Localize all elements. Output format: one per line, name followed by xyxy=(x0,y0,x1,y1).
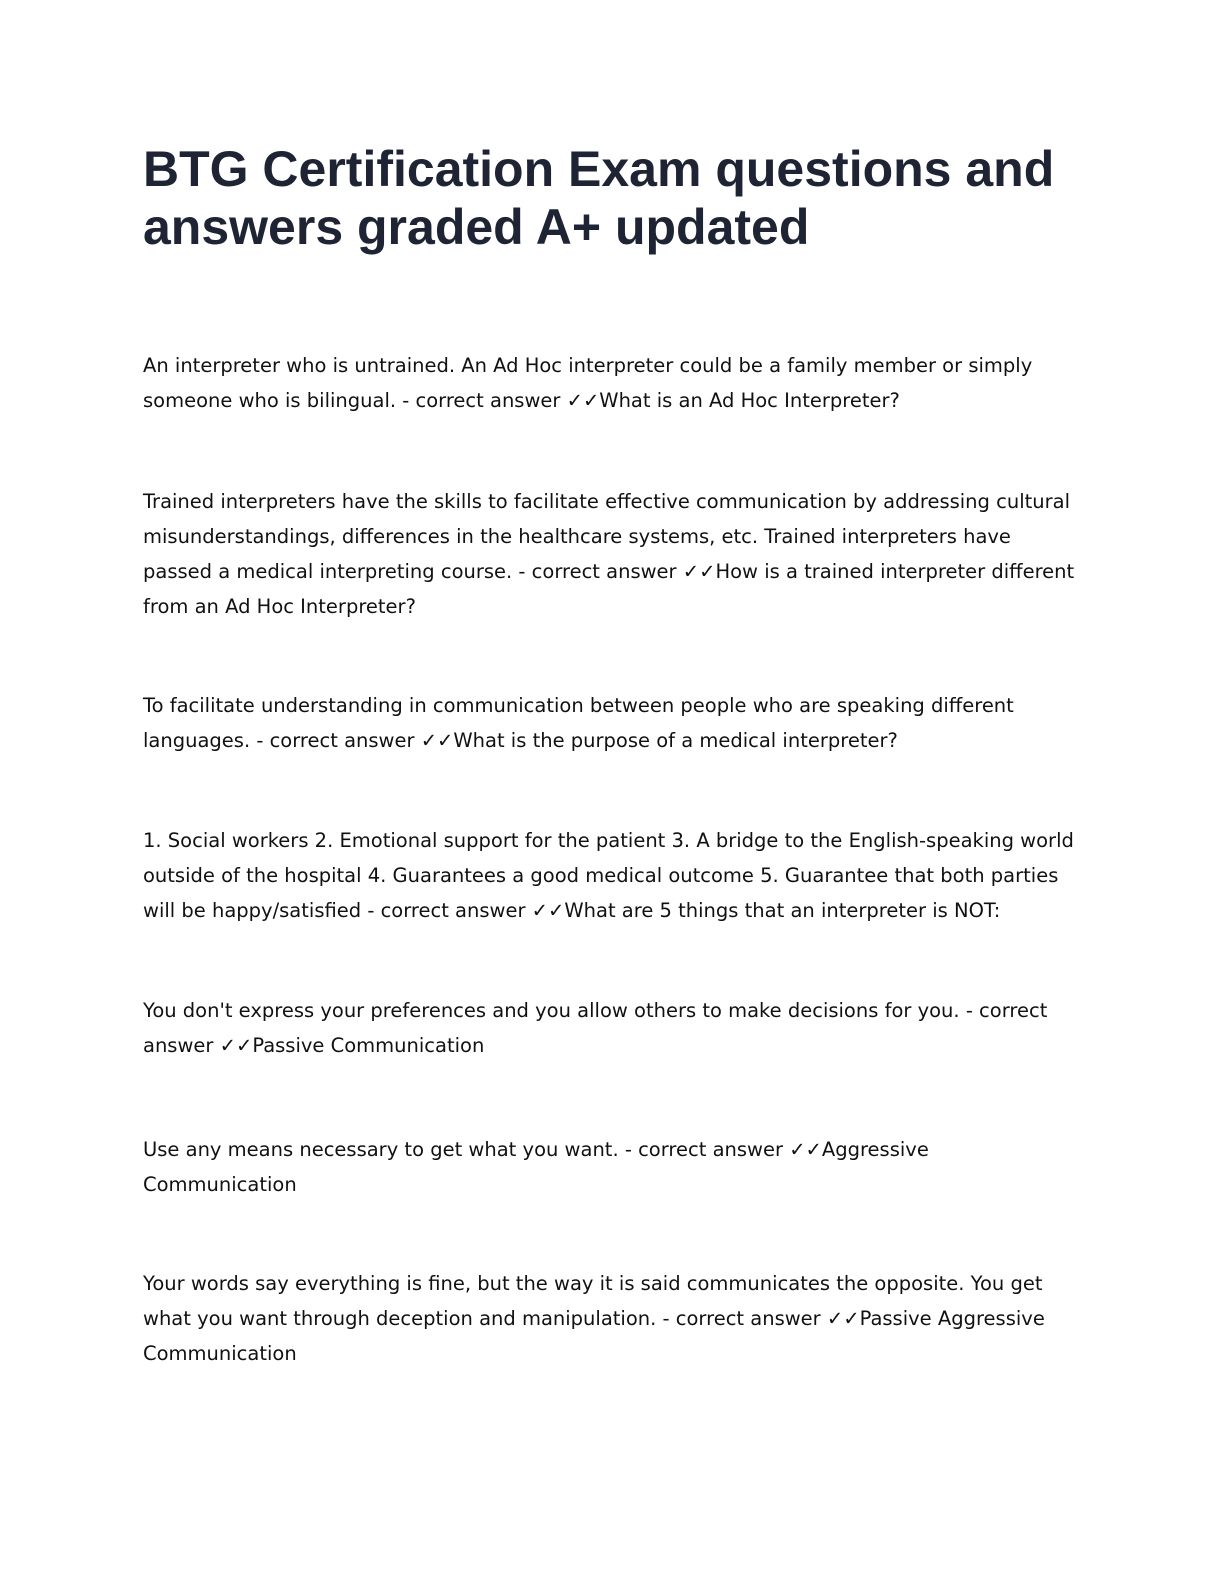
qa-item-2 xyxy=(143,484,1078,624)
qa-item-6 xyxy=(143,1132,1078,1202)
correct-answer-marker: - correct answer ✓✓ xyxy=(250,729,454,752)
qa-item-1 xyxy=(143,348,1078,418)
question-text: Passive Aggressive Communication xyxy=(143,1307,1045,1365)
correct-answer-marker: - correct answer ✓✓ xyxy=(361,899,565,922)
question-text: What are 5 things that an interpreter is NOT: xyxy=(564,899,1001,922)
question-text: How is a trained interpreter different from an Ad Hoc Interpreter? xyxy=(143,560,1075,618)
answer-text: Your words say everything is fine, but the way it is said communicates the opposite. You get what you want through deception and manipulation. xyxy=(143,1272,1043,1330)
correct-answer-marker: - correct answer ✓✓ xyxy=(396,389,600,412)
qa-item-3 xyxy=(143,688,1078,758)
answer-text: To facilitate understanding in communication between people who are speaking different languages. xyxy=(143,694,1014,752)
document-title: BTG Certification Exam questions and answers graded A+ updated xyxy=(143,141,1055,255)
correct-answer-marker: - correct answer ✓✓ xyxy=(656,1307,860,1330)
answer-text: Use any means necessary to get what you want. xyxy=(143,1138,619,1161)
answer-text: Trained interpreters have the skills to facilitate effective communication by addressing cultural misunderstandings, differences in the healthcare systems, etc. Trained interpreters have passed a medical interpreting course. xyxy=(143,490,1071,583)
answer-text: An interpreter who is untrained. An Ad Hoc interpreter could be a family member or simply someone who is bilingual. xyxy=(143,354,1033,412)
correct-answer-marker: - correct answer ✓✓ xyxy=(512,560,716,583)
question-text: What is an Ad Hoc Interpreter? xyxy=(599,389,900,412)
qa-item-5 xyxy=(143,993,1078,1063)
question-text: Aggressive Communication xyxy=(143,1138,929,1196)
question-text: What is the purpose of a medical interpreter? xyxy=(453,729,898,752)
qa-item-7 xyxy=(143,1266,1078,1371)
answer-text: You don't express your preferences and you allow others to make decisions for you. xyxy=(143,999,960,1022)
correct-answer-marker: - correct answer ✓✓ xyxy=(618,1138,822,1161)
question-text: Passive Communication xyxy=(252,1034,485,1057)
qa-item-4 xyxy=(143,823,1078,928)
correct-answer-marker: - correct answer ✓✓ xyxy=(143,999,1048,1057)
answer-text: 1. Social workers 2. Emotional support for the patient 3. A bridge to the English-speaking world outside of the hospital 4. Guarantees a good medical outcome 5. Guarantee that both parties will be happy/satisfied xyxy=(143,829,1074,922)
